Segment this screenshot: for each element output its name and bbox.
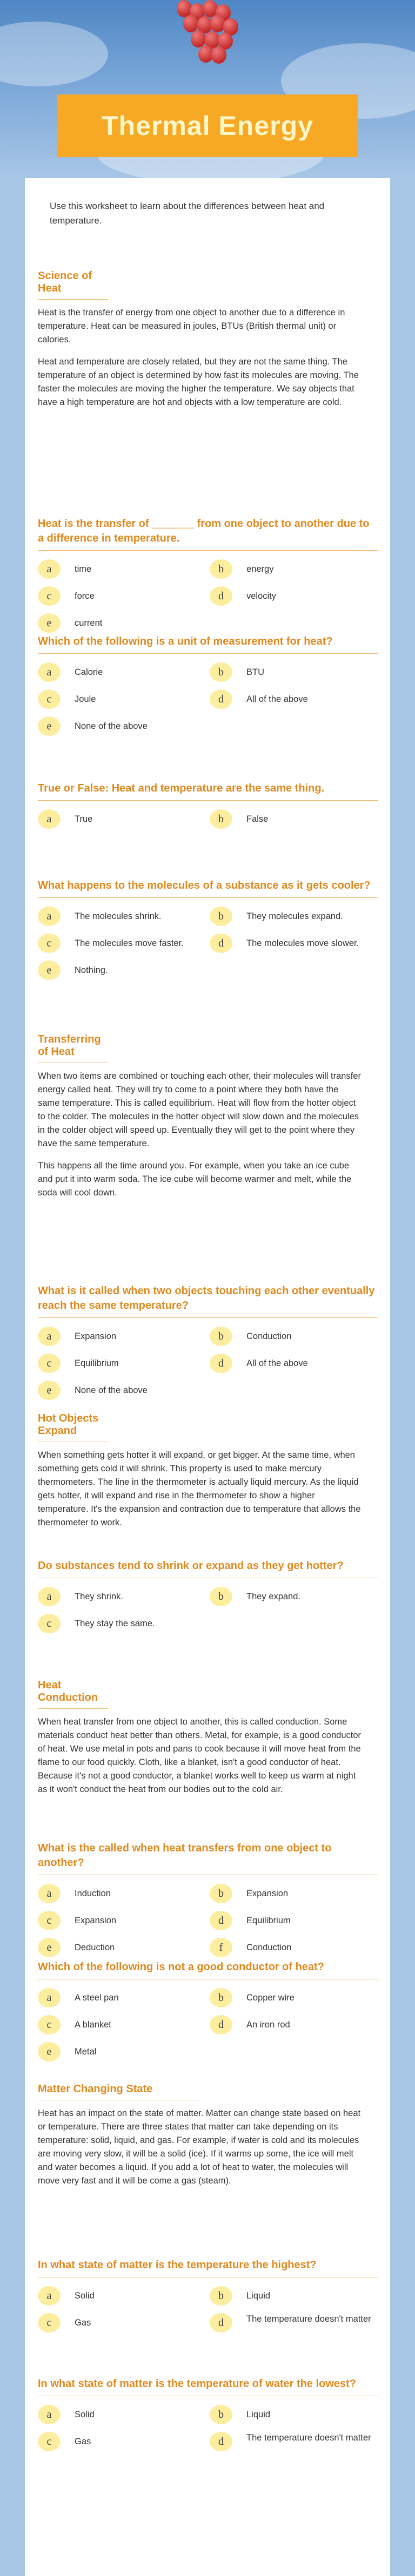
question-7 <box>38 1841 378 1959</box>
option-label: All of the above <box>246 1358 308 1368</box>
option-letter: d <box>210 1354 232 1373</box>
info-matter-changing-state <box>38 2083 361 2196</box>
question-9 <box>38 2258 378 2340</box>
option-letter: d <box>210 2313 232 2332</box>
option-letter: f <box>210 1938 232 1957</box>
question-10 <box>38 2377 378 2459</box>
option-label: velocity <box>246 591 277 601</box>
option-letter: c <box>38 2432 61 2451</box>
option-label: Liquid <box>246 2410 271 2419</box>
option-letter: a <box>38 2286 61 2305</box>
option-c[interactable] <box>38 934 200 953</box>
option-letter: a <box>38 809 61 829</box>
hero-banner <box>0 0 415 178</box>
option-d[interactable] <box>210 934 372 953</box>
option-letter: d <box>210 689 232 709</box>
option-f[interactable] <box>210 1938 372 1957</box>
option-letter: d <box>210 2432 232 2451</box>
option-label: Expansion <box>246 1889 289 1898</box>
option-label: An iron rod <box>246 2020 290 2030</box>
option-letter: d <box>210 934 232 953</box>
option-label: They molecules expand. <box>246 911 343 921</box>
option-letter: e <box>38 716 61 736</box>
section-paragraph: When heat transfer from one object to another, this is called conduction. Some materials conduct heat better than others. Metal, for example, is a good conductor of heat. We use metal in pots and pans to cook because it will move heat from the flame to our food quickly. Cloth, like a blanket, isn't a good conductor of heat. Because it's not a good conductor, a blanket works well to keep us warm at night as it won't conduct the heat from our bodies out to the cold air. <box>38 1717 361 1794</box>
option-label: Expansion <box>75 1916 117 1925</box>
option-label: A blanket <box>75 2020 111 2030</box>
option-letter: c <box>38 2015 61 2034</box>
option-c[interactable] <box>38 2015 200 2034</box>
section-title: Matter Changing State <box>38 2083 200 2100</box>
option-letter: d <box>210 2015 232 2034</box>
option-letter: a <box>38 662 61 682</box>
option-label: Gas <box>75 2318 91 2328</box>
option-letter: b <box>210 2405 232 2424</box>
option-label: The temperature doesn't matter <box>246 2433 371 2443</box>
section-title: Heat Conduction <box>38 1679 108 1709</box>
option-d[interactable] <box>210 2432 372 2451</box>
option-label: False <box>246 814 269 824</box>
option-d[interactable] <box>210 2313 372 2332</box>
option-letter: a <box>38 1587 61 1606</box>
option-label: Deduction <box>75 1943 115 1952</box>
info-transferring-of-heat <box>38 1033 361 1208</box>
option-letter: b <box>210 662 232 682</box>
option-c[interactable] <box>38 2313 200 2332</box>
option-label: time <box>75 564 92 574</box>
option-label: All of the above <box>246 694 308 704</box>
option-label: True <box>75 814 93 824</box>
option-label: Expansion <box>75 1331 117 1341</box>
option-b[interactable] <box>210 1884 372 1903</box>
option-letter: a <box>38 559 61 579</box>
option-d[interactable] <box>210 1911 372 1930</box>
option-b[interactable] <box>210 1587 372 1606</box>
option-letter: b <box>210 559 232 579</box>
option-label: Conduction <box>246 1331 292 1341</box>
option-b[interactable] <box>210 2405 372 2424</box>
question-8 <box>38 1960 378 2064</box>
option-label: current <box>75 618 103 628</box>
option-letter: b <box>210 2286 232 2305</box>
section-paragraph: This happens all the time around you. For example, when you take an ice cube and put it into warm soda. The ice cube will become warmer and melt, while the soda will cool down. <box>38 1161 352 1198</box>
option-a[interactable] <box>38 1587 200 1606</box>
option-d[interactable] <box>210 689 372 709</box>
question-text: What is it called when two objects touching each other eventually reach the same temperature? <box>38 1284 378 1318</box>
option-a[interactable] <box>38 907 200 926</box>
option-label: Solid <box>75 2291 95 2301</box>
option-c[interactable] <box>38 1614 200 1633</box>
section-paragraph: When something gets hotter it will expand, or get bigger. At the same time, when something gets cold it will shrink. This property is used to make mercury thermometers. The line in the thermometer is actually liquid mercury. As the liquid gets hotter, it will expand and rise in the thermometer to show a higher temperature. It's the expansion and contraction due to temperature that allows the thermometer to work. <box>38 1450 361 1527</box>
info-heat-conduction <box>38 1679 361 1805</box>
option-b[interactable] <box>210 809 372 829</box>
option-letter: c <box>38 1911 61 1930</box>
option-b[interactable] <box>210 662 372 682</box>
option-label: Equilibrium <box>75 1358 119 1368</box>
option-e[interactable] <box>38 2042 200 2061</box>
question-text: In what state of matter is the temperature the highest? <box>38 2258 378 2277</box>
option-label: They stay the same. <box>75 1619 155 1628</box>
section-paragraph: When two items are combined or touching each other, their molecules will transfer energy called heat. They will try to come to a point where they both have the same temperature. This is called equilibrium. Heat will flow from the hotter object to the colder. The molecules in the hotter object will slow down and the molecules in the colder object will speed up. Eventually they will get to the point where they have the same temperature. <box>38 1071 361 1148</box>
option-letter: b <box>210 1988 232 2007</box>
option-a[interactable] <box>38 1327 200 1346</box>
option-a[interactable] <box>38 1884 200 1903</box>
option-e[interactable] <box>38 1381 200 1400</box>
info-science-of-heat <box>38 270 361 418</box>
section-title: Transferring of Heat <box>38 1033 108 1063</box>
option-a[interactable] <box>38 2405 200 2424</box>
option-c[interactable] <box>38 689 200 709</box>
option-label: They expand. <box>246 1592 300 1601</box>
option-letter: a <box>38 907 61 926</box>
option-c[interactable] <box>38 1911 200 1930</box>
question-text: In what state of matter is the temperature of water the lowest? <box>38 2377 378 2396</box>
option-letter: e <box>38 961 61 980</box>
option-letter: b <box>210 809 232 829</box>
option-label: energy <box>246 564 274 574</box>
option-letter: d <box>210 1911 232 1930</box>
option-label: None of the above <box>75 1385 148 1395</box>
option-label: Calorie <box>75 667 103 677</box>
option-a[interactable] <box>38 662 200 682</box>
option-label: Joule <box>75 694 96 704</box>
option-b[interactable] <box>210 559 372 579</box>
question-3 <box>38 781 378 831</box>
option-label: The temperature doesn't matter <box>246 2314 371 2324</box>
option-letter: b <box>210 1587 232 1606</box>
option-a[interactable] <box>38 1988 200 2007</box>
option-label: None of the above <box>75 721 148 731</box>
question-text: Which of the following is not a good conductor of heat? <box>38 1960 378 1979</box>
option-letter: c <box>38 1614 61 1633</box>
option-d[interactable] <box>210 586 372 606</box>
balloons-image <box>171 0 242 81</box>
option-letter: c <box>38 2313 61 2332</box>
option-label: Nothing. <box>75 965 108 975</box>
option-e[interactable] <box>38 1938 200 1957</box>
option-b[interactable] <box>210 1988 372 2007</box>
question-text: What happens to the molecules of a substance as it gets cooler? <box>38 878 378 898</box>
option-label: The molecules move faster. <box>75 938 184 948</box>
section-paragraph: Heat and temperature are closely related, but they are not the same thing. The temperature of an object is determined by how fast its molecules are moving. The faster the molecules are moving the higher the temperature. We say objects that have a high temperature are hot and objects with a low temperature are cold. <box>38 357 359 407</box>
option-e[interactable] <box>38 716 200 736</box>
question-text: Do substances tend to shrink or expand as they get hotter? <box>38 1559 378 1578</box>
option-letter: b <box>210 1884 232 1903</box>
section-title: Science of Heat <box>38 270 108 300</box>
info-hot-objects-expand <box>38 1412 361 1538</box>
option-letter: a <box>38 1327 61 1346</box>
option-label: Induction <box>75 1889 111 1898</box>
option-label: force <box>75 591 95 601</box>
page-title: Thermal Energy <box>57 94 358 157</box>
question-1 <box>38 517 378 635</box>
option-letter: a <box>38 1988 61 2007</box>
option-c[interactable] <box>38 1354 200 1373</box>
question-text: Heat is the transfer of _______ from one object to another due to a difference in temperature. <box>38 517 378 551</box>
option-letter: c <box>38 689 61 709</box>
question-text: Which of the following is a unit of measurement for heat? <box>38 634 378 654</box>
option-letter: e <box>38 613 61 633</box>
option-d[interactable] <box>210 1354 372 1373</box>
option-letter: b <box>210 1327 232 1346</box>
option-a[interactable] <box>38 559 200 579</box>
option-label: Conduction <box>246 1943 292 1952</box>
option-letter: e <box>38 2042 61 2061</box>
option-label: The molecules move slower. <box>246 938 359 948</box>
option-letter: a <box>38 2405 61 2424</box>
option-letter: e <box>38 1938 61 1957</box>
option-label: Liquid <box>246 2291 271 2301</box>
question-2 <box>38 634 378 738</box>
option-letter: d <box>210 586 232 606</box>
option-label: Metal <box>75 2047 97 2057</box>
option-letter: c <box>38 1354 61 1373</box>
option-b[interactable] <box>210 1327 372 1346</box>
option-c[interactable] <box>38 2432 200 2451</box>
section-paragraph: Heat is the transfer of energy from one object to another due to a difference in temperature. Heat can be measured in joules, BTUs (British thermal unit) or calories. <box>38 308 345 344</box>
option-label: They shrink. <box>75 1592 123 1601</box>
option-e[interactable] <box>38 961 200 980</box>
option-label: Gas <box>75 2437 91 2446</box>
option-label: Copper wire <box>246 1993 294 2003</box>
option-a[interactable] <box>38 2286 200 2305</box>
option-e[interactable] <box>38 613 200 633</box>
question-6 <box>38 1559 378 1635</box>
option-label: A steel pan <box>75 1993 119 2003</box>
section-paragraph: Heat has an impact on the state of matter. Matter can change state based on heat or temperature. There are three states that matter can take depending on its temperature: solid, liquid, and gas. For example, if water is cold and its molecules are moving very slow, it will be a solid (ice). If it warms up some, the ice will melt and water becomes a liquid. If you add a lot of heat to water, the molecules will move very fast and it will be come a gas (steam). <box>38 2108 361 2186</box>
option-letter: b <box>210 907 232 926</box>
option-letter: c <box>38 934 61 953</box>
option-b[interactable] <box>210 2286 372 2305</box>
question-text: What is the called when heat transfers from one object to another? <box>38 1841 378 1875</box>
option-d[interactable] <box>210 2015 372 2034</box>
question-4 <box>38 878 378 982</box>
option-letter: e <box>38 1381 61 1400</box>
intro-text: Use this worksheet to learn about the differences between heat and temperature. <box>50 201 325 226</box>
section-title: Hot Objects Expand <box>38 1412 108 1442</box>
worksheet-card <box>25 178 390 2576</box>
option-b[interactable] <box>210 907 372 926</box>
option-letter: a <box>38 1884 61 1903</box>
question-text: True or False: Heat and temperature are the same thing. <box>38 781 378 801</box>
option-a[interactable] <box>38 809 200 829</box>
option-label: Solid <box>75 2410 95 2419</box>
option-label: The molecules shrink. <box>75 911 162 921</box>
option-letter: c <box>38 586 61 606</box>
option-c[interactable] <box>38 586 200 606</box>
option-label: Equilibrium <box>246 1916 291 1925</box>
option-label: BTU <box>246 667 264 677</box>
question-5 <box>38 1284 378 1402</box>
